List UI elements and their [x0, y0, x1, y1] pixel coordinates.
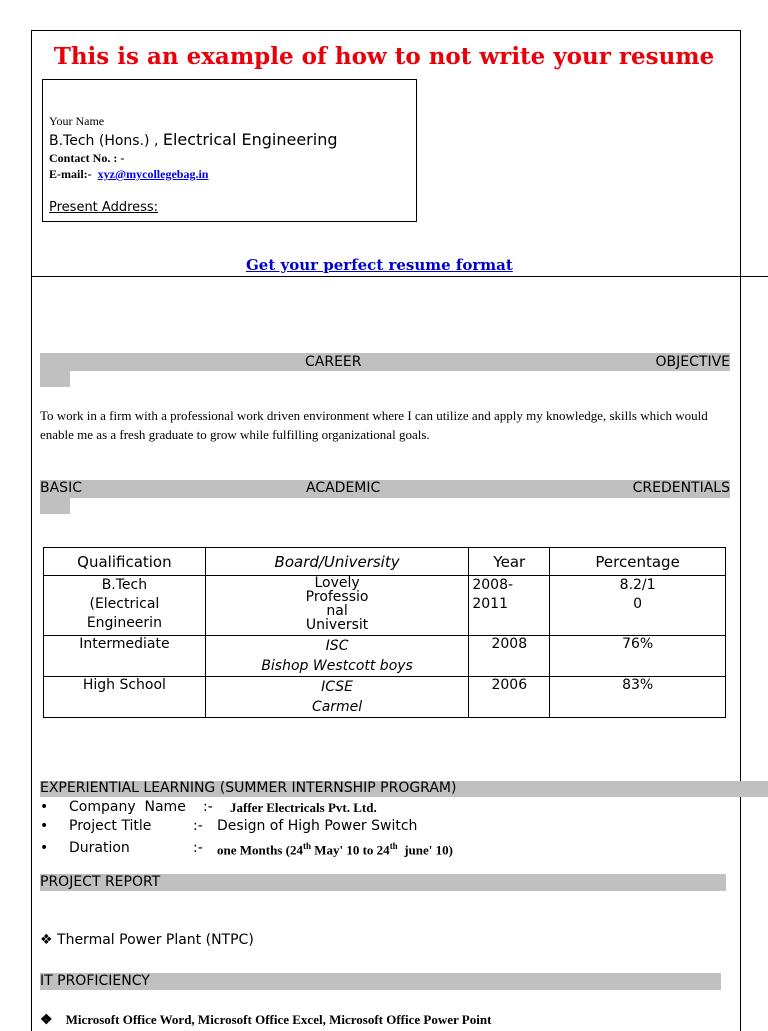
percentage-cell: 76% — [550, 636, 726, 677]
present-address-label: Present Address: — [49, 200, 159, 215]
it-item: ❖ Microsoft Office Word, Microsoft Office Excel, Microsoft Office Power Point — [40, 1012, 492, 1028]
contact-major: Electrical Engineering — [162, 130, 338, 149]
section-basic-heading: BASIC — [40, 480, 82, 496]
percentage-cell: 8.2/1 0 — [550, 576, 726, 636]
board-cell: ISC Bishop Westcott boys — [205, 636, 469, 677]
academic-table — [43, 547, 726, 718]
page-title: This is an example of how to not write your resume — [53, 43, 715, 70]
col-year: Year — [469, 548, 550, 576]
col-qualification: Qualification — [44, 548, 206, 576]
col-board: Board/University — [205, 548, 469, 576]
qualification-cell: High School — [44, 677, 206, 718]
qualification-cell: Intermediate — [44, 636, 206, 677]
board-cell: Lovely Professio nal Universit — [205, 576, 469, 636]
bullet-icon: • — [40, 818, 49, 834]
divider — [31, 276, 768, 277]
contact-number-label: Contact No. : - — [49, 151, 125, 165]
table-row — [44, 677, 726, 718]
contact-email: E-mail:- xyz@mycollegebag.in — [49, 167, 209, 181]
bullet-icon: • — [40, 840, 49, 856]
career-objective-tab — [40, 371, 70, 387]
section-it-proficiency-heading: IT PROFICIENCY — [40, 973, 150, 989]
contact-name: Your Name — [49, 114, 105, 128]
objective-text: To work in a firm with a professional work driven environment where I can utilize and apply my knowledge, skills which would enable me as a fresh graduate to grow while fulfilling organizational goals. — [40, 408, 708, 442]
diamond-bullet-icon: ❖ — [40, 1013, 53, 1028]
bullet-icon: • — [40, 799, 49, 815]
contact-degree: B.Tech (Hons.) , Electrical Engineering — [49, 130, 338, 149]
contact-box — [42, 79, 417, 222]
board-cell: ICSE Carmel — [205, 677, 469, 718]
col-percentage: Percentage — [550, 548, 726, 576]
qualification-cell: B.Tech (Electrical Engineerin — [44, 576, 206, 636]
resume-format-link[interactable]: Get your perfect resume format — [246, 256, 513, 274]
email-link[interactable]: xyz@mycollegebag.in — [97, 167, 209, 181]
table-row — [44, 636, 726, 677]
project-item: ❖ Thermal Power Plant (NTPC) — [40, 932, 254, 948]
diamond-bullet-icon: ❖ — [40, 932, 53, 948]
section-objective-heading: OBJECTIVE — [655, 354, 730, 370]
year-cell: 2006 — [469, 677, 550, 718]
section-credentials-heading: CREDENTIALS — [632, 480, 730, 496]
section-academic-heading: ACADEMIC — [306, 480, 381, 496]
year-cell: 2008 — [469, 636, 550, 677]
section-project-report-heading: PROJECT REPORT — [40, 874, 161, 890]
year-cell: 2008- 2011 — [469, 576, 550, 636]
section-experiential-heading: EXPERIENTIAL LEARNING (SUMMER INTERNSHIP PROGRAM) — [40, 780, 457, 796]
credentials-band — [40, 480, 730, 498]
career-objective-band — [40, 353, 730, 371]
table-header-row — [44, 548, 726, 576]
percentage-cell: 83% — [550, 677, 726, 718]
section-career-heading: CAREER — [305, 354, 362, 370]
credentials-tab — [40, 498, 70, 514]
table-row — [44, 576, 726, 636]
